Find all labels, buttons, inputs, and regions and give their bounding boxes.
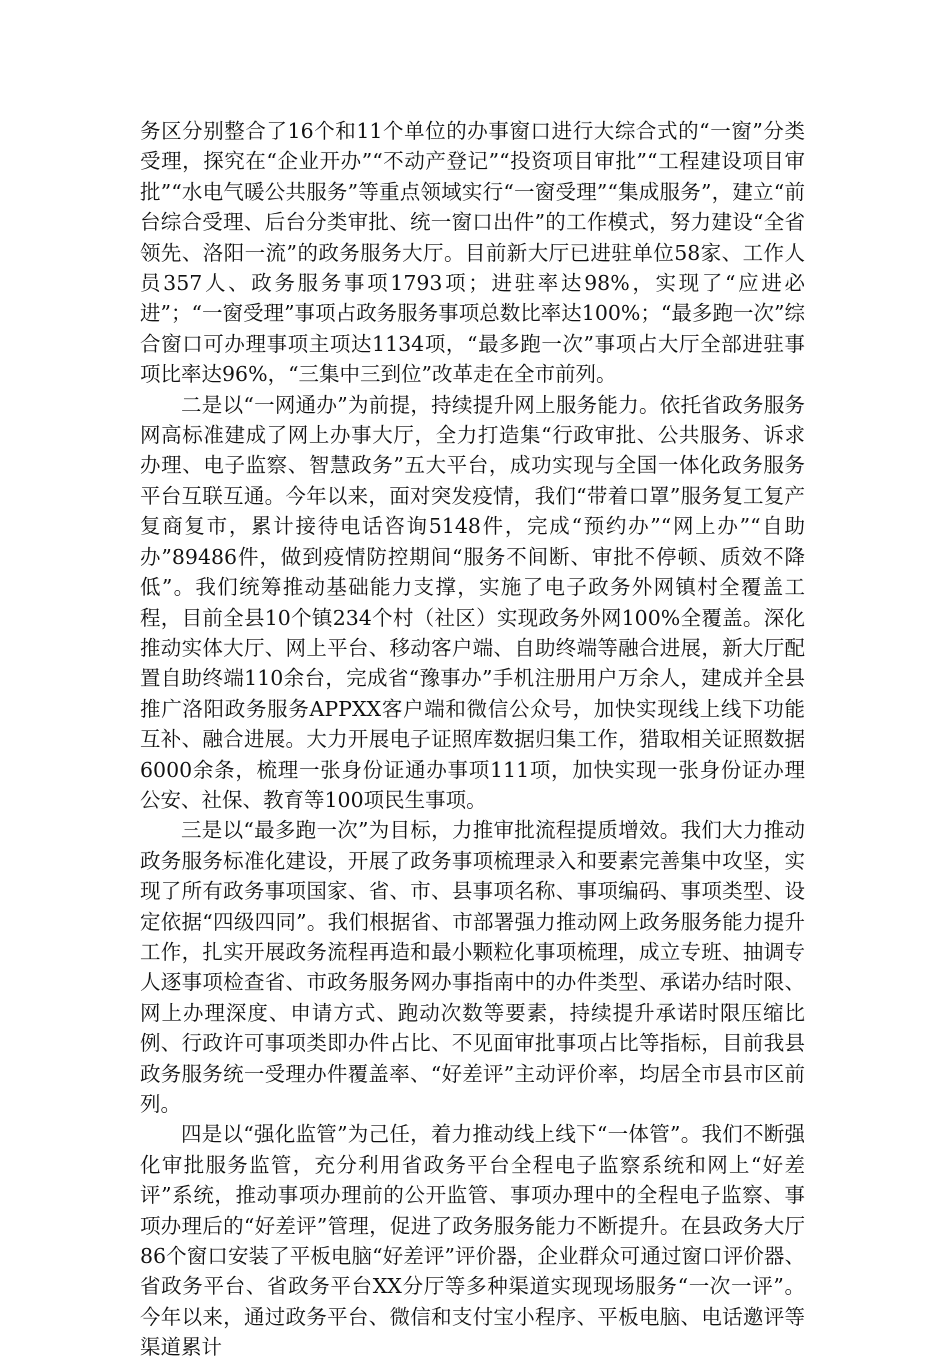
paragraph-4: 四是以“强化监管”为己任，着力推动线上线下“一体管”。我们不断强化审批服务监管，充分利用省政务平台全程电子监察系统和网上“好差评”系统，推动事项办理前的公开监管、事项办理中的全程电子监察、事项办理后的“好差评”管理，促进了政务服务能力不断提升。在县政务大厅86个窗口安装了平板电脑“好差评”评价器，企业群众可通过窗口评价器、省政务平台、省政务平台XX分厅等多种渠道实现现场服务“一次一评”。今年以来，通过政务平台、微信和支付宝小程序、平板电脑、电话邀评等渠道累计 (140, 1122, 805, 1360)
paragraph-1: 务区分别整合了16个和11个单位的办事窗口进行大综合式的“一窗”分类受理，探究在“企业开办”“不动产登记”“投资项目审批”“工程建设项目审批”“水电气暖公共服务”等重点领域实行“一窗受理”“集成服务”，建立“前台综合受理、后台分类审批、统一窗口出件”的工作模式，努力建设“全省领先、洛阳一流”的政务服务大厅。目前新大厅已进驻单位58家、工作人员357人、政务服务事项1793项；进驻率达98%，实现了“应进必进”；“一窗受理”事项占政务服务事项总数比率达100%；“最多跑一次”综合窗口可办理事项主项达1134项，“最多跑一次”事项占大厅全部进驻事项比率达96%，“三集中三到位”改革走在全市前列。 (140, 119, 805, 387)
document-page (140, 116, 805, 1363)
paragraph-2: 二是以“一网通办”为前提，持续提升网上服务能力。依托省政务服务网高标准建成了网上办事大厅，全力打造集“行政审批、公共服务、诉求办理、电子监察、智慧政务”五大平台，成功实现与全国一体化政务服务平台互联互通。今年以来，面对突发疫情，我们“带着口罩”服务复工复产复商复市，累计接待电话咨询5148件，完成“预约办”“网上办”“自助办”89486件，做到疫情防控期间“服务不间断、审批不停顿、质效不降低”。我们统筹推动基础能力支撑，实施了电子政务外网镇村全覆盖工程，目前全县10个镇234个村（社区）实现政务外网100%全覆盖。深化推动实体大厅、网上平台、移动客户端、自助终端等融合进展，新大厅配置自助终端110余台，完成省“豫事办”手机注册用户万余人，建成并全县推广洛阳政务服务APPXX客户端和微信公众号，加快实现线上线下功能互补、融合进展。大力开展电子证照库数据归集工作，猎取相关证照数据6000余条，梳理一张身份证通办事项111项，加快实现一张身份证办理公安、社保、教育等100项民生事项。 (140, 392, 805, 812)
paragraph-3: 三是以“最多跑一次”为目标，力推审批流程提质增效。我们大力推动政务服务标准化建设，开展了政务事项梳理录入和要素完善集中攻坚，实现了所有政务事项国家、省、市、县事项名称、事项编码、事项类型、设定依据“四级四同”。我们根据省、市部署强力推动网上政务服务能力提升工作，扎实开展政务流程再造和最小颗粒化事项梳理，成立专班、抽调专人逐事项检查省、市政务服务网办事指南中的办件类型、承诺办结时限、网上办理深度、申请方式、跑动次数等要素，持续提升承诺时限压缩比例、行政许可事项类即办件占比、不见面审批事项占比等指标，目前我县政务服务统一受理办件覆盖率、“好差评”主动评价率，均居全市县市区前列。 (140, 818, 805, 1116)
